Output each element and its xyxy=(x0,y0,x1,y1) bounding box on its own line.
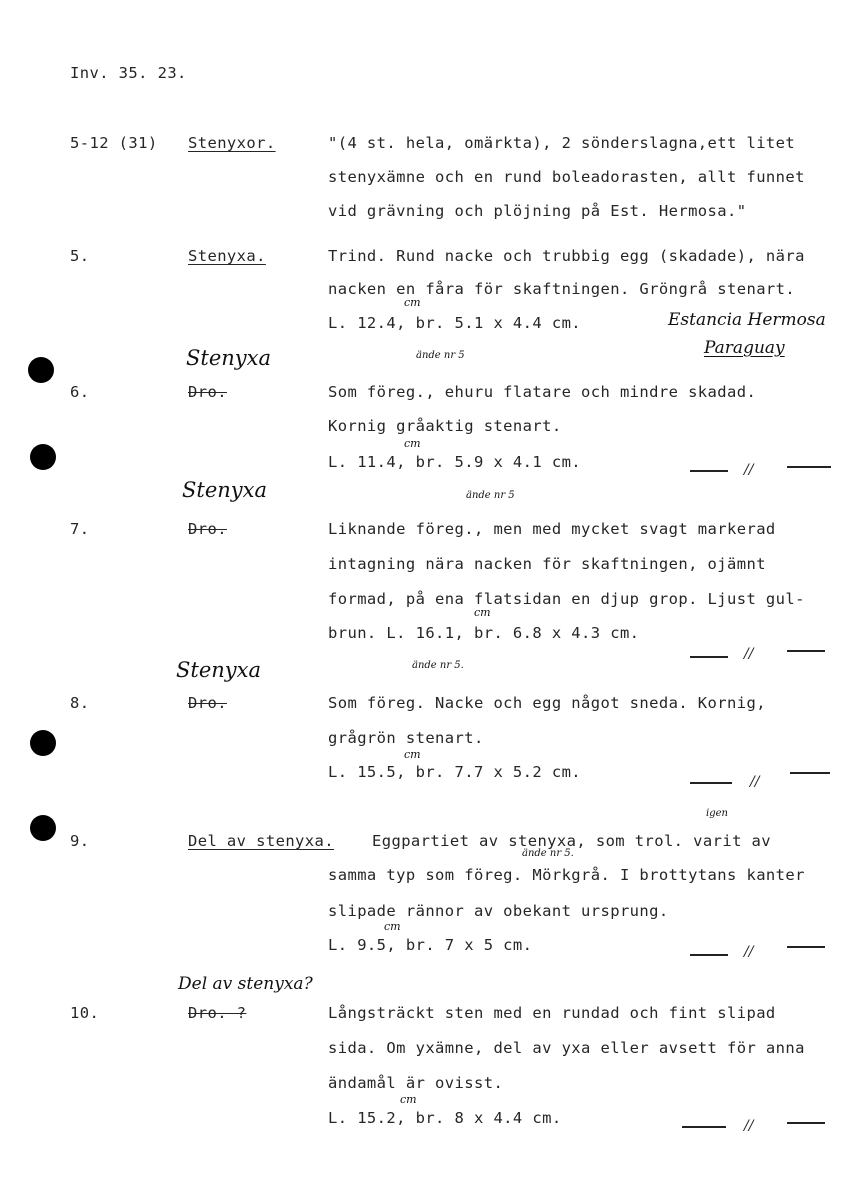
hole-punch xyxy=(30,730,56,756)
entry-number: 7. xyxy=(70,520,90,538)
entry-line: Som föreg., ehuru flatare och mindre skadad. xyxy=(328,383,757,401)
entry-name-struck: Dro. xyxy=(188,383,227,401)
entry-line: sida. Om yxämne, del av yxa eller avsett för anna xyxy=(328,1039,805,1057)
entry-number: 6. xyxy=(70,383,90,401)
ditto-dash xyxy=(682,1126,726,1128)
entry-line: brun. L. 16.1, br. 6.8 x 4.3 cm. xyxy=(328,624,640,642)
entry-number: 8. xyxy=(70,694,90,712)
handwritten-cm: cm xyxy=(400,1093,417,1106)
entry-line: samma typ som föreg. Mörkgrå. I brottytans kanter xyxy=(328,866,805,884)
inventory-number: Inv. 35. 23. xyxy=(70,64,187,82)
handwritten-cm: cm xyxy=(404,296,421,309)
entry-name: Stenyxa. xyxy=(188,247,266,265)
handwritten-note: ände nr 5 xyxy=(416,350,465,361)
handwritten-name: Stenyxa xyxy=(182,478,268,502)
entry-line: formad, på ena flatsidan en djup grop. Ljust gul- xyxy=(328,590,805,608)
ditto-mark: // xyxy=(744,1118,754,1134)
handwritten-note: igen xyxy=(706,808,728,819)
ditto-mark: // xyxy=(744,462,754,478)
entry-name: Del av stenyxa. xyxy=(188,832,334,850)
entry-line: L. 15.5, br. 7.7 x 5.2 cm. xyxy=(328,763,582,781)
handwritten-cm: cm xyxy=(404,748,421,761)
ditto-dash xyxy=(690,782,732,784)
ditto-dash xyxy=(787,946,825,948)
handwritten-note: ände nr 5 xyxy=(466,490,515,501)
entry-line: Liknande föreg., men med mycket svagt markerad xyxy=(328,520,776,538)
entry-name-struck: Dro. xyxy=(188,694,227,712)
ditto-dash xyxy=(690,656,728,658)
entry-line: intagning nära nacken för skaftningen, ojämnt xyxy=(328,555,766,573)
handwritten-location: Paraguay xyxy=(704,338,785,358)
ditto-dash xyxy=(690,470,728,472)
entry-number: 10. xyxy=(70,1004,100,1022)
entry-number: 5. xyxy=(70,247,90,265)
ditto-dash xyxy=(790,772,830,774)
entry-line: grågrön stenart. xyxy=(328,729,484,747)
handwritten-name: Del av stenyxa? xyxy=(178,974,313,994)
hole-punch xyxy=(30,815,56,841)
entry-line: Eggpartiet av stenyxa, som trol. varit av xyxy=(372,832,772,850)
entry-name: Stenyxor. xyxy=(188,134,276,152)
handwritten-cm: cm xyxy=(474,606,491,619)
ditto-dash xyxy=(690,954,728,956)
entry-line: Som föreg. Nacke och egg något sneda. Kornig, xyxy=(328,694,766,712)
ditto-mark: // xyxy=(744,944,754,960)
entry-line: nacken en fåra för skaftningen. Gröngrå stenart. xyxy=(328,280,796,298)
ditto-dash xyxy=(787,466,831,468)
entry-line: Långsträckt sten med en rundad och fint slipad xyxy=(328,1004,776,1022)
entry-line: Kornig gråaktig stenart. xyxy=(328,417,562,435)
ditto-mark: // xyxy=(750,774,760,790)
entry-line: ändamål är ovisst. xyxy=(328,1074,504,1092)
entry-line: L. 15.2, br. 8 x 4.4 cm. xyxy=(328,1109,562,1127)
entry-line: L. 11.4, br. 5.9 x 4.1 cm. xyxy=(328,453,582,471)
ditto-mark: // xyxy=(744,646,754,662)
handwritten-name: Stenyxa xyxy=(186,346,272,370)
ditto-dash xyxy=(787,650,825,652)
entry-line: L. 12.4, br. 5.1 x 4.4 cm. xyxy=(328,314,582,332)
hole-punch xyxy=(28,357,54,383)
handwritten-note: ände nr 5. xyxy=(412,660,464,671)
entry-number: 9. xyxy=(70,832,90,850)
entry-name-struck: Dro. ? xyxy=(188,1004,247,1022)
ditto-dash xyxy=(787,1122,825,1124)
entry-number: 5-12 (31) xyxy=(70,134,158,152)
entry-line: vid grävning och plöjning på Est. Hermosa." xyxy=(328,202,747,220)
entry-line: L. 9.5, br. 7 x 5 cm. xyxy=(328,936,533,954)
hole-punch xyxy=(30,444,56,470)
handwritten-cm: cm xyxy=(384,920,401,933)
handwritten-name: Stenyxa xyxy=(176,658,262,682)
entry-line: "(4 st. hela, omärkta), 2 sönderslagna,ett litet xyxy=(328,134,796,152)
entry-name-struck: Dro. xyxy=(188,520,227,538)
entry-line: stenyxämne och en rund boleadorasten, allt funnet xyxy=(328,168,805,186)
handwritten-note: ände nr 5. xyxy=(522,848,574,859)
entry-line: Trind. Rund nacke och trubbig egg (skadade), nära xyxy=(328,247,805,265)
entry-line: slipade rännor av obekant ursprung. xyxy=(328,902,669,920)
handwritten-location: Estancia Hermosa xyxy=(668,310,826,330)
handwritten-cm: cm xyxy=(404,437,421,450)
